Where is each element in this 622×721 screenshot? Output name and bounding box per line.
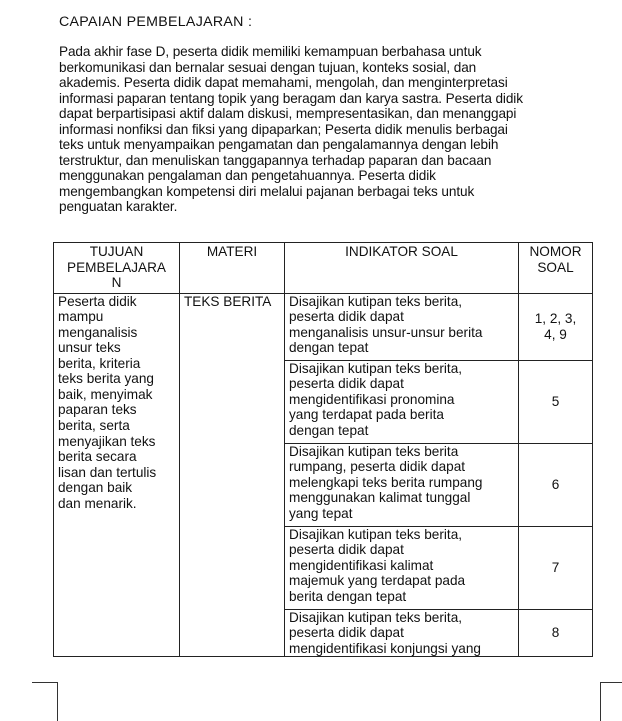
nomor-cell [519, 526, 593, 609]
table-header-row [54, 243, 593, 294]
crop-mark-right-vertical [600, 682, 601, 721]
header-nomor-line: SOAL [537, 259, 574, 275]
indikator-line: majemuk yang terdapat pada [289, 573, 466, 589]
capaian-paragraph [59, 44, 589, 215]
indikator-line: yang terdapat pada berita [289, 407, 444, 423]
materi-cell: TEKS BERITA [180, 293, 285, 657]
indikator-cell [285, 526, 519, 609]
header-tujuan [54, 243, 180, 294]
crop-mark-left [32, 682, 58, 683]
indikator-line: peserta didik dapat [289, 309, 404, 325]
indikator-line: Disajikan kutipan teks berita, [289, 360, 463, 376]
indikator-line: mengidentifikasi pronomina [289, 391, 455, 407]
nomor-cell [519, 293, 593, 360]
paragraph-line: dapat berpartisipasi aktif dalam diskusi, mempresentasikan, dan menanggapi [59, 106, 517, 122]
tujuan-line: lisan dan tertulis [58, 464, 157, 480]
indikator-line: Disajikan kutipan teks berita, [289, 526, 463, 542]
nomor-line: 1, 2, 3, [534, 311, 577, 327]
section-heading: CAPAIAN PEMBELAJARAN : [59, 14, 253, 30]
tujuan-line: baik, menyimak [58, 386, 153, 402]
paragraph-line: mengembangkan kompetensi diri melalui pajanan berbagai teks untuk [59, 183, 475, 199]
indikator-line: berita dengan tepat [289, 588, 407, 604]
tujuan-line: menyajikan teks [58, 433, 156, 449]
indikator-line: Disajikan kutipan teks berita, [289, 293, 463, 309]
tujuan-line: dengan baik [58, 480, 133, 496]
indikator-line: dengan tepat [289, 422, 369, 438]
header-tujuan-line: TUJUAN [89, 244, 144, 259]
header-nomor-line: NOMOR [529, 244, 582, 259]
tujuan-line: mampu [58, 309, 104, 325]
nomor-cell [519, 609, 593, 657]
indikator-line: peserta didik dapat [289, 542, 404, 558]
nomor-line: 5 [551, 393, 560, 409]
nomor-line: 4, 9 [544, 326, 567, 342]
indikator-line: mengidentifikasi kalimat [289, 557, 434, 573]
tujuan-line: Peserta didik [58, 293, 137, 309]
paragraph-line: Pada akhir fase D, peserta didik memiliki kemampuan berbahasa untuk [59, 44, 482, 59]
indikator-line: menganalisis unsur-unsur berita [289, 324, 483, 340]
indikator-line: mengidentifikasi konjungsi yang [289, 640, 481, 656]
indikator-cell [285, 443, 519, 526]
nomor-cell [519, 443, 593, 526]
paragraph-line: akademis. Peserta didik dapat memahami, mengolah, dan menginterpretasi [59, 75, 508, 91]
paragraph-line: teks untuk menyampaikan pengamatan dan pengalamannya dengan lebih [59, 137, 499, 153]
header-materi: MATERI [180, 243, 285, 294]
nomor-line: 8 [551, 625, 560, 641]
indikator-line: peserta didik dapat [289, 376, 404, 392]
paragraph-line: informasi nonfiksi dan fiksi yang dipaparkan; Peserta didik menulis berbagai [59, 121, 508, 137]
tujuan-line: berita, kriteria [58, 355, 141, 371]
indikator-line: dengan tepat [289, 340, 369, 356]
indikator-line: Disajikan kutipan teks berita, [289, 609, 463, 625]
paragraph-line: berkomunikasi dan bernalar sesuai dengan tujuan, konteks sosial, dan [59, 59, 477, 75]
crop-mark-right [600, 682, 622, 683]
paragraph-line: menggunakan pengalaman dan pengetahuannya. Peserta didik [59, 168, 436, 184]
indikator-line: peserta didik dapat [289, 625, 404, 641]
indikator-line: Disajikan kutipan teks berita [289, 443, 459, 459]
indikator-line: menggunakan kalimat tunggal [289, 490, 471, 506]
nomor-cell [519, 360, 593, 443]
nomor-line: 7 [551, 559, 560, 575]
tujuan-line: paparan teks [58, 402, 137, 418]
table-row [54, 293, 593, 360]
indikator-line: yang tepat [289, 505, 353, 521]
header-indikator: INDIKATOR SOAL [285, 243, 519, 294]
indikator-cell [285, 360, 519, 443]
header-tujuan-line: N [111, 275, 122, 291]
paragraph-line: terstruktur, dan menuliskan tanggapannya terhadap paparan dan bacaan [59, 152, 492, 168]
tujuan-line: teks berita yang [58, 371, 154, 387]
indikator-cell [285, 293, 519, 360]
nomor-line: 6 [551, 476, 560, 492]
paragraph-line: informasi paparan tentang topik yang beragam dan karya sastra. Peserta didik [59, 90, 523, 106]
tujuan-line: berita secara [58, 449, 137, 465]
tujuan-line: dan menarik. [58, 495, 137, 511]
tujuan-line: menganalisis [58, 324, 138, 340]
tujuan-line: unsur teks [58, 340, 121, 356]
header-nomor [519, 243, 593, 294]
indikator-line: rumpang, peserta didik dapat [289, 459, 466, 475]
tujuan-cell [54, 293, 180, 657]
kisi-kisi-table [53, 242, 593, 657]
header-tujuan-line: PEMBELAJARA [67, 259, 166, 275]
paragraph-line: penguatan karakter. [59, 199, 178, 215]
crop-mark-left-vertical [57, 682, 58, 721]
tujuan-line: berita, serta [58, 418, 130, 434]
indikator-cell [285, 609, 519, 657]
indikator-line: melengkapi teks berita rumpang [289, 474, 483, 490]
